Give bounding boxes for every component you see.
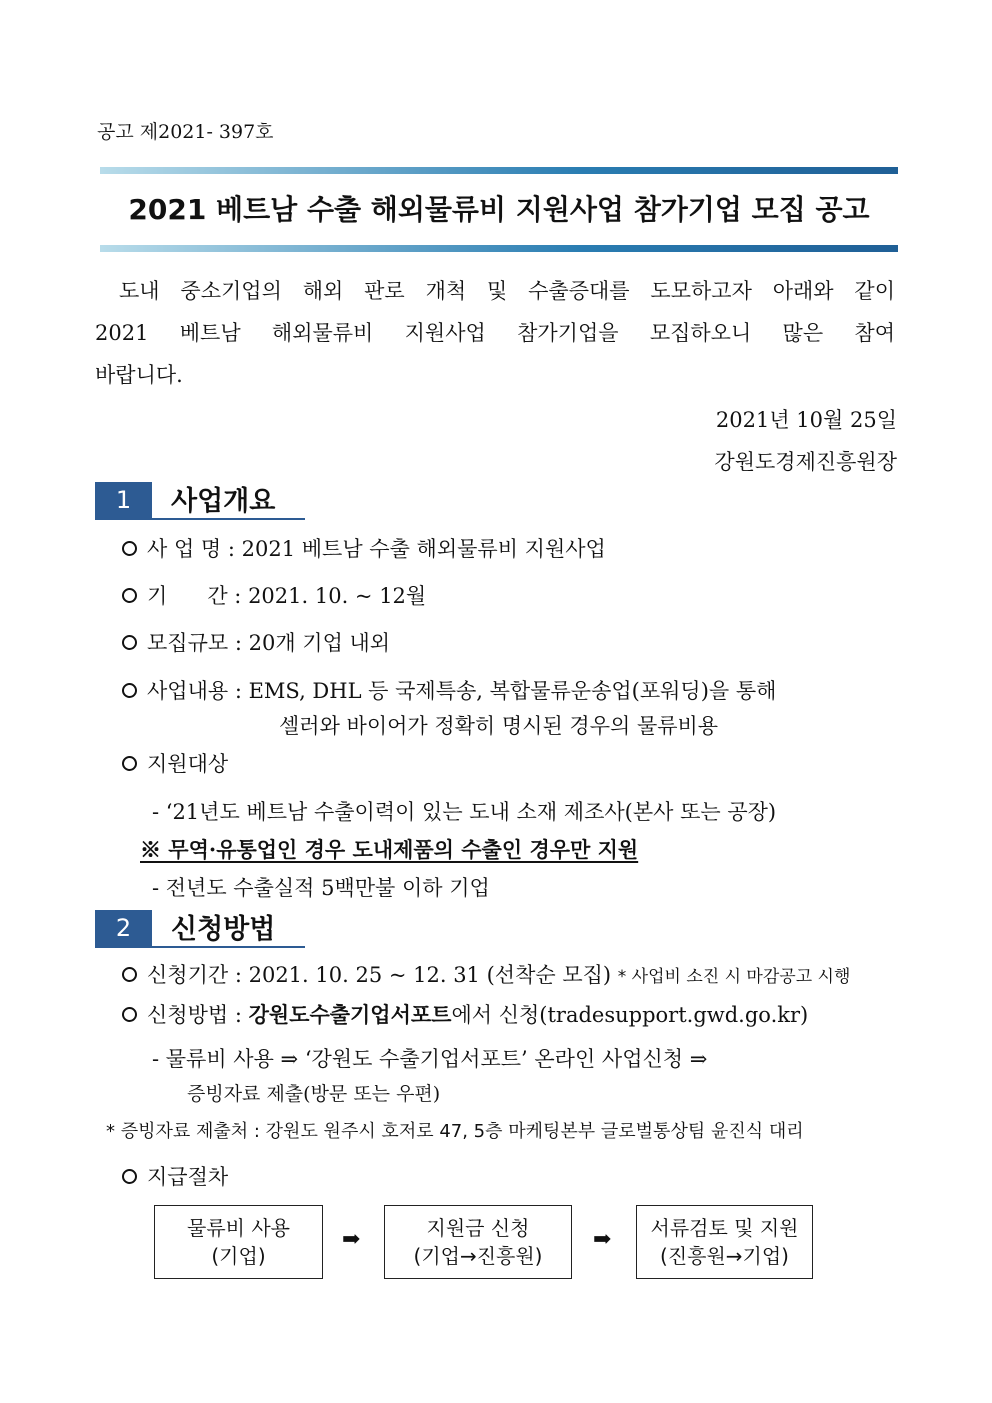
right-arrow-icon: ➡ xyxy=(342,1227,361,1252)
item-target xyxy=(122,748,228,778)
circle-bullet-icon xyxy=(122,635,137,650)
item-label: 지원대상 xyxy=(147,752,229,776)
item-value: 에서 신청(tradesupport.gwd.go.kr) xyxy=(451,1003,809,1027)
flow-step-1 xyxy=(154,1205,323,1279)
intro-line-2: 2021 베트남 해외물류비 지원사업 참가기업을 모집하오니 많은 참여 xyxy=(95,321,895,345)
item-content xyxy=(122,675,776,705)
item-label: 기 간 : xyxy=(147,584,242,608)
title-top-bar xyxy=(100,167,898,174)
item-label: 사업내용 : xyxy=(147,679,242,703)
item-apply-period xyxy=(122,959,850,989)
circle-bullet-icon xyxy=(122,1169,137,1184)
target-sub-2: - 전년도 수출실적 5백만불 이하 기업 xyxy=(152,876,490,900)
section-2-title: 신청방법 xyxy=(171,914,276,945)
section-2-header xyxy=(95,910,305,948)
intro-paragraph xyxy=(95,270,895,396)
item-period xyxy=(122,580,426,610)
flow-step-1-actor: (기업) xyxy=(211,1244,266,1268)
section-1-title: 사업개요 xyxy=(171,486,276,517)
issuer-name: 강원도경제진흥원장 xyxy=(714,450,897,474)
item-business-name xyxy=(122,533,606,563)
circle-bullet-icon xyxy=(122,967,137,982)
flow-step-3-title: 서류검토 및 지원 xyxy=(650,1216,799,1240)
item-label: 사 업 명 : xyxy=(147,537,235,561)
method-sub-1: - 물류비 사용 ⇒ ‘강원도 수출기업서포트’ 온라인 사업신청 ⇒ xyxy=(152,1047,708,1071)
section-2-number: 2 xyxy=(95,910,152,946)
flow-step-2-title: 지원금 신청 xyxy=(426,1216,530,1240)
item-apply-method xyxy=(122,999,808,1029)
right-arrow-icon: ➡ xyxy=(593,1227,612,1252)
section-1-header xyxy=(95,482,305,520)
target-note: ※ 무역·유통업인 경우 도내제품의 수출인 경우만 지원 xyxy=(140,837,639,862)
notice-date: 2021년 10월 25일 xyxy=(715,408,897,432)
apply-site-name: 강원도수출기업서포트 xyxy=(248,1003,452,1027)
circle-bullet-icon xyxy=(122,683,137,698)
item-label: 신청기간 : xyxy=(147,963,242,987)
item-value: 2021 베트남 수출 해외물류비 지원사업 xyxy=(241,537,606,561)
item-label: 모집규모 : xyxy=(147,631,242,655)
item-payment xyxy=(122,1161,228,1191)
item-content-cont: 셀러와 바이어가 정확히 명시된 경우의 물류비용 xyxy=(279,714,719,738)
item-note: * 사업비 소진 시 마감공고 시행 xyxy=(617,967,851,987)
item-label: 신청방법 : xyxy=(147,1003,242,1027)
section-1-number: 1 xyxy=(95,482,152,518)
item-value: EMS, DHL 등 국제특송, 복합물류운송업(포워딩)을 통해 xyxy=(248,679,777,703)
method-sub-2: 증빙자료 제출(방문 또는 우편) xyxy=(187,1083,441,1105)
intro-line-1: 도내 중소기업의 해외 판로 개척 및 수출증대를 도모하고자 아래와 같이 xyxy=(119,279,895,303)
circle-bullet-icon xyxy=(122,1007,137,1022)
item-label: 지급절차 xyxy=(147,1165,229,1189)
item-value: 2021. 10. ~ 12월 xyxy=(248,584,427,608)
flow-step-3 xyxy=(636,1205,813,1279)
item-value: 2021. 10. 25 ~ 12. 31 (선착순 모집) xyxy=(248,963,612,987)
item-value: 20개 기업 내외 xyxy=(248,631,391,655)
flow-step-2-actor: (기업→진흥원) xyxy=(413,1244,543,1268)
intro-line-3: 바랍니다. xyxy=(95,363,183,387)
submit-note: * 증빙자료 제출처 : 강원도 원주시 호저로 47, 5층 마케팅본부 글로벌통상팀 윤진식 대리 xyxy=(106,1121,804,1142)
circle-bullet-icon xyxy=(122,541,137,556)
flow-step-3-actor: (진흥원→기업) xyxy=(660,1244,789,1268)
target-sub-1: - ‘21년도 베트남 수출이력이 있는 도내 소재 제조사(본사 또는 공장) xyxy=(152,800,777,824)
document-title: 2021 베트남 수출 해외물류비 지원사업 참가기업 모집 공고 xyxy=(128,193,870,226)
flow-step-1-title: 물류비 사용 xyxy=(187,1216,290,1240)
title-bottom-bar xyxy=(100,245,898,252)
circle-bullet-icon xyxy=(122,756,137,771)
notice-number: 공고 제2021- 397호 xyxy=(97,121,274,143)
item-scale xyxy=(122,627,390,657)
flow-step-2 xyxy=(384,1205,572,1279)
circle-bullet-icon xyxy=(122,588,137,603)
